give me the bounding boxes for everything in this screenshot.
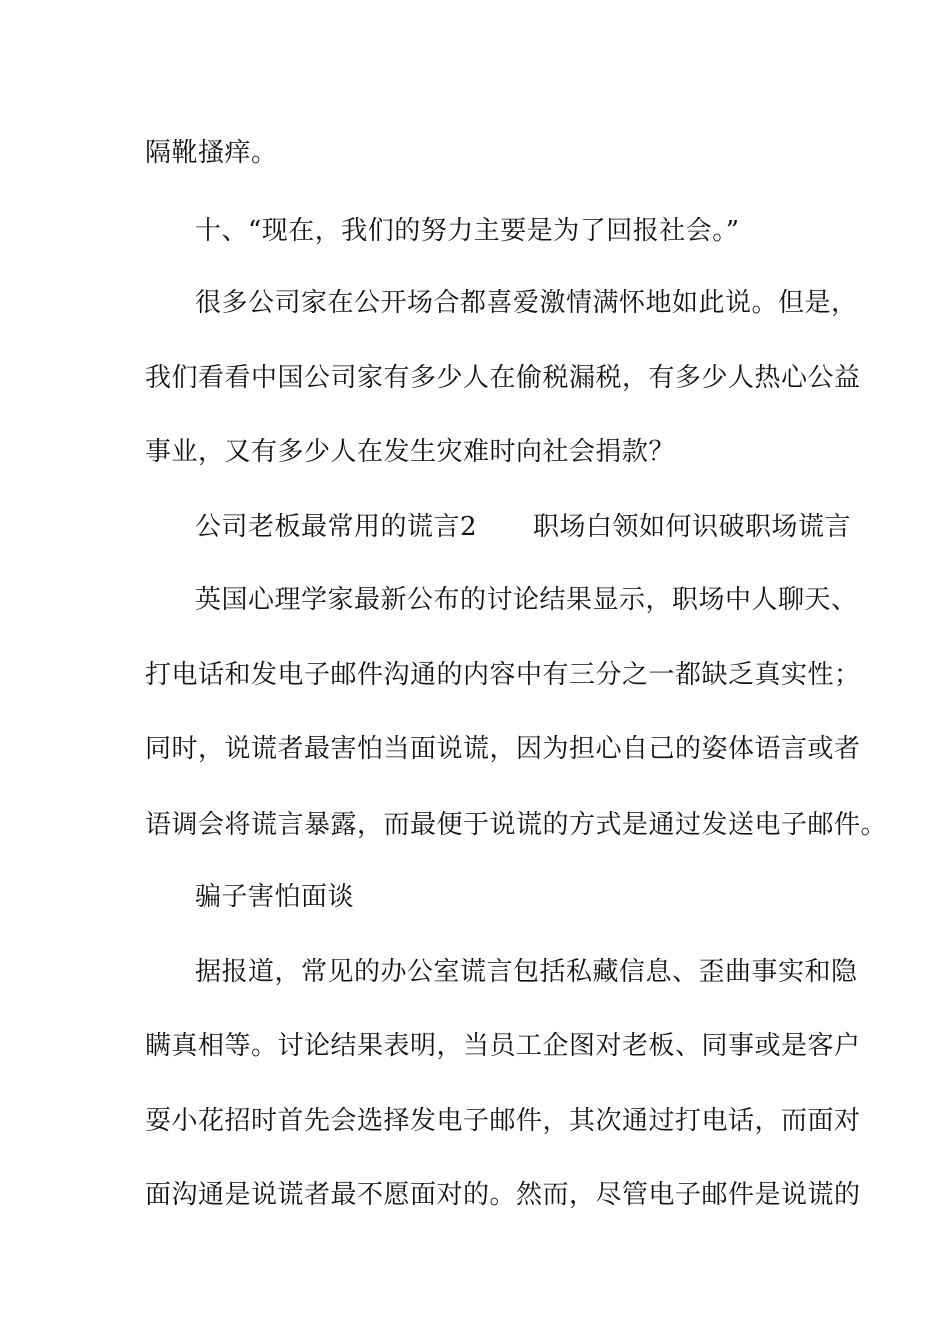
paragraph-line: 打电话和发电子邮件沟通的内容中有三分之一都缺乏真实性； (145, 660, 861, 690)
paragraph-line: 很多公司家在公开场合都喜爱激情满怀地如此说。但是， (195, 288, 858, 318)
paragraph-line: 语调会将谎言暴露，而最便于说谎的方式是通过发送电子邮件。 (145, 810, 888, 840)
section-heading-left: 公司老板最常用的谎言2 (195, 512, 478, 542)
numbered-heading: 十、“现在，我们的努力主要是为了回报社会。” (195, 216, 740, 246)
section-heading (195, 507, 865, 547)
paragraph-line: 面沟通是说谎者最不愿面对的。然而，尽管电子邮件是说谎的 (145, 1180, 861, 1210)
paragraph-line: 据报道，常见的办公室谎言包括私藏信息、歪曲事实和隐 (195, 957, 858, 987)
paragraph-line: 同时，说谎者最害怕当面说谎，因为担心自己的姿体语言或者 (145, 734, 861, 764)
paragraph-line: 英国心理学家最新公布的讨论结果显示，职场中人聊天、 (195, 585, 858, 615)
paragraph-line: 我们看看中国公司家有多少人在偷税漏税，有多少人热心公益 (145, 363, 861, 393)
section-heading-right: 职场白领如何识破职场谎言 (533, 512, 852, 542)
subheading: 骗子害怕面谈 (195, 882, 355, 912)
paragraph-line: 瞒真相等。讨论结果表明，当员工企图对老板、同事或是客户 (145, 1031, 861, 1061)
paragraph-line: 耍小花招时首先会选择发电子邮件，其次通过打电话，而面对 (145, 1106, 861, 1136)
paragraph-line: 事业，又有多少人在发生灾难时向社会捐款？ (145, 437, 676, 467)
paragraph-line: 隔靴搔痒。 (145, 138, 278, 168)
